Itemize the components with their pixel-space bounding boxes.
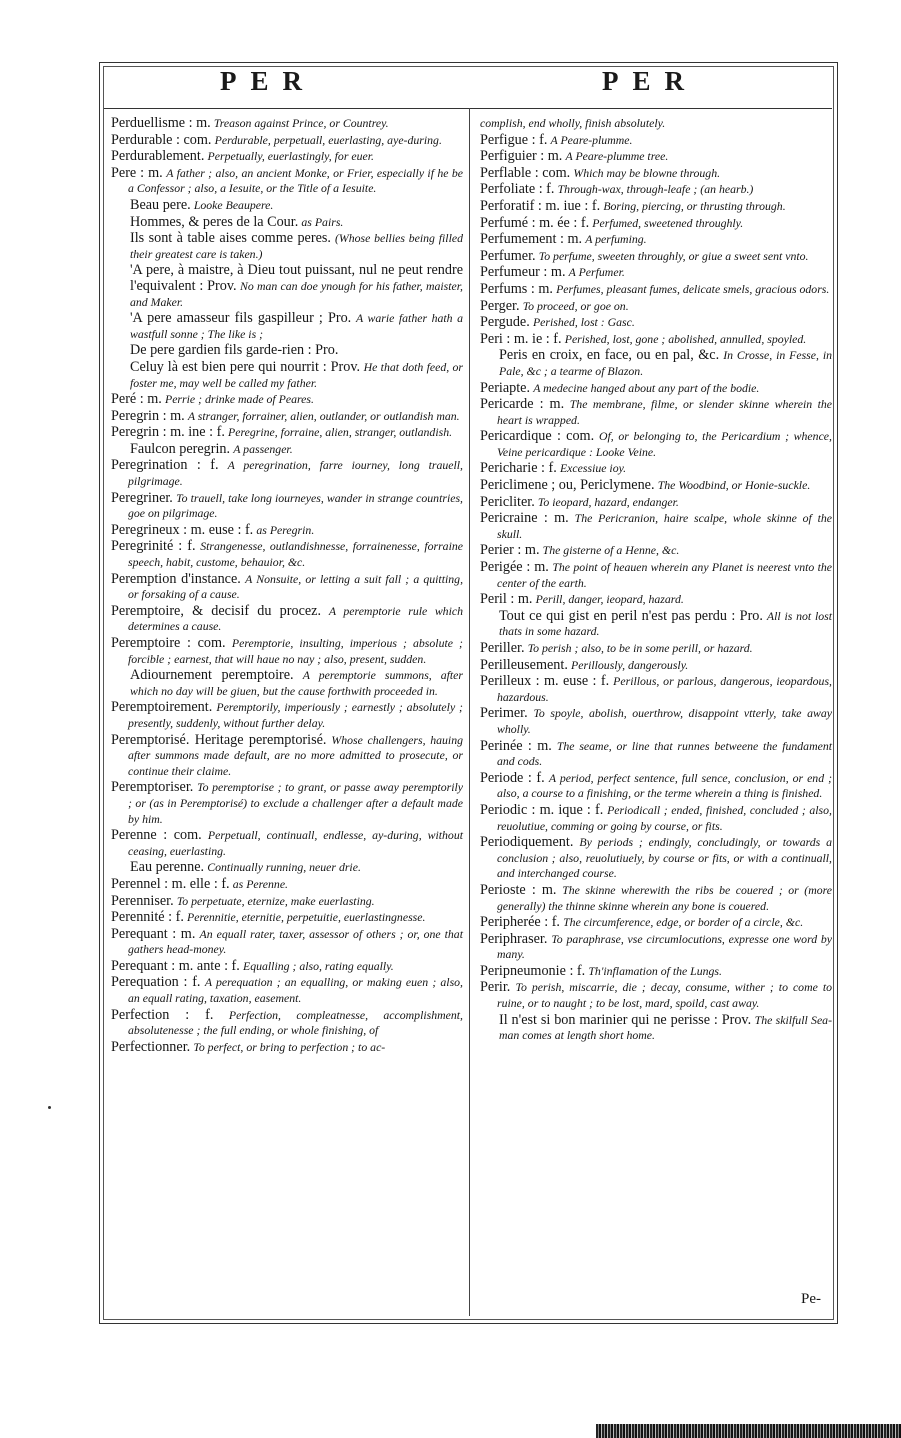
entry-headword: Peripneumonie : f. (480, 962, 586, 979)
entry-headword: Peremption d'instance. (111, 570, 241, 587)
dictionary-entry (480, 980, 832, 1011)
dictionary-entry (111, 116, 463, 132)
entry-definition: The point of heauen wherein any Planet is neerest vnto the center of the earth. (497, 560, 833, 590)
entry-headword: Peregrin : m. ine : f. (111, 424, 225, 441)
dictionary-entry (480, 332, 832, 348)
entry-definition: The skinne wherewith the ribs be couered ; or (more generally) the thinne skinne wherein any bone is couered. (497, 882, 832, 913)
dictionary-entry (480, 543, 832, 559)
dictionary-entry (111, 425, 463, 441)
entry-headword: Peril : m. (480, 591, 533, 608)
dictionary-entry (111, 133, 463, 149)
entry-definition: Equalling ; also, rating equally. (243, 958, 394, 973)
entry-definition: A stranger, forrainer, alien, outlander, or outlandish man. (187, 408, 460, 423)
entry-definition: Perished, lost, gone ; abolished, annulled, spoyled. (564, 331, 807, 346)
dictionary-entry (480, 249, 832, 265)
dictionary-entry (111, 959, 463, 975)
entry-headword: Perforatif : m. iue : f. (480, 197, 601, 214)
entry-headword: Peregriner. (111, 489, 173, 506)
entry-definition: To proceed, or goe on. (522, 298, 629, 313)
entry-definition: An equall rater, taxer, assessor of others ; or, one that gathers head-money. (128, 926, 463, 957)
entry-headword: Hommes, & peres de la Cour. (130, 213, 299, 230)
entry-headword: Adiournement peremptoire. (130, 667, 294, 684)
dictionary-entry (480, 166, 832, 182)
entry-definition: A Perfumer. (568, 265, 625, 280)
entry-headword: Perilleusement. (480, 656, 568, 673)
entry-definition: To spoyle, abolish, ouerthrow, disappoint vtterly, take away wholly. (497, 706, 832, 736)
entry-headword: Peremptoirement. (111, 699, 213, 716)
entry-definition: A Nonsuite, or letting a suit fall ; a quitting, or forsaking of a cause. (128, 571, 464, 602)
entry-headword: Pericharie : f. (480, 460, 557, 477)
entry-definition: Continually running, neuer drie. (207, 860, 361, 875)
entry-headword: Peremptorisé. Heritage peremptorisé. (111, 731, 327, 748)
dictionary-entry (130, 668, 463, 699)
entry-headword: Perequation : f. (111, 974, 201, 991)
dictionary-entry (480, 397, 832, 428)
entry-definition: Perillous, or parlous, dangerous, ieopardous, hazardous. (497, 674, 832, 704)
entry-headword: Beau pere. (130, 196, 191, 213)
entry-definition: To trauell, take long iourneyes, wander in strange countries, goe on pilgrimage. (128, 490, 463, 521)
entry-definition: A period, perfect sentence, full sence, conclusion, or end ; also, a course to a finishing, or the terme wherein a thing is finished. (497, 770, 832, 801)
dictionary-entry (130, 215, 463, 231)
dictionary-entry (480, 232, 832, 248)
entry-headword: Pericliter. (480, 493, 535, 510)
entry-headword: Peri : m. ie : f. (480, 330, 562, 347)
entry-headword: Perfumement : m. (480, 231, 583, 248)
entry-definition: All is not lost thats in some hazard. (499, 608, 832, 639)
entry-definition: Perished, lost : Gasc. (532, 315, 635, 330)
dictionary-entry (480, 511, 832, 542)
dictionary-entry (111, 539, 463, 570)
entry-headword: Pere : m. (111, 164, 163, 181)
entry-definition: Peremptorily, imperiously ; earnestly ; absolutely ; presently, suddenly, without further delay. (128, 700, 463, 730)
entry-headword: Perigée : m. (480, 559, 549, 576)
entry-definition: The seame, or line that runnes betweene the fundament and cods. (497, 738, 833, 769)
entry-headword: Peregrinité : f. (111, 538, 196, 555)
entry-headword: Perinée : m. (480, 737, 552, 754)
dictionary-entry (130, 263, 463, 310)
dictionary-entry (480, 216, 832, 232)
entry-definition: A perfuming. (585, 232, 647, 247)
entry-definition: A passenger. (233, 441, 293, 456)
entry-headword: Ils sont à table aises comme peres. (130, 230, 331, 247)
dictionary-entry (480, 771, 832, 802)
entry-definition: Perfumes, pleasant fumes, delicate smels, gracious odors. (556, 281, 830, 296)
entry-headword: Perfiguier : m. (480, 148, 563, 165)
dictionary-entry (499, 1013, 832, 1044)
entry-headword: Perduellisme : m. (111, 115, 211, 131)
entry-headword: Perfigue : f. (480, 131, 548, 148)
entry-definition: Perrie ; drinke made of Peares. (164, 392, 314, 407)
entry-definition: The membrane, filme, or slender skinne wherein the heart is wrapped. (497, 397, 832, 427)
entry-headword: Perflable : com. (480, 164, 571, 181)
entry-definition: No man can doe ynough for his father, maister, and Maker. (130, 278, 463, 309)
dictionary-entry (480, 915, 832, 931)
dictionary-entry (111, 1040, 463, 1056)
catchword: Pe- (801, 1291, 821, 1307)
dictionary-entry (111, 392, 463, 408)
entry-headword: Periapte. (480, 379, 531, 396)
entry-definition: Periodicall ; ended, finished, concluded ; also, reuolutiue, comming or going by course, or fits. (497, 802, 832, 833)
entry-definition: To peremptorise ; to grant, or passe away peremptorily ; or (as in Peremptorisé) to exclude a challenger after a default made by him. (128, 780, 463, 826)
dictionary-entry (111, 894, 463, 910)
entry-headword: 'A pere, à maistre, à Dieu tout puissant, nul ne peut rendre l'equivalent : Prov. (130, 262, 463, 294)
entry-headword: Peripherée : f. (480, 914, 560, 931)
entry-headword: Pericarde : m. (480, 396, 565, 413)
entry-headword: Perequant : m. (111, 925, 196, 942)
dictionary-entry (111, 491, 463, 522)
dictionary-entry (130, 343, 463, 359)
dictionary-entry (111, 149, 463, 165)
entry-headword: Peris en croix, en face, ou en pal, &c. (499, 347, 720, 364)
entry-definition: Through-wax, through-leafe ; (an hearb.) (557, 182, 754, 197)
entry-definition: The skilfull Sea-man comes at length short home. (499, 1012, 833, 1043)
entry-headword: Periode : f. (480, 769, 545, 786)
entry-headword: Perilleux : m. euse : f. (480, 673, 610, 690)
entry-headword: Perfums : m. (480, 280, 553, 297)
entry-headword: Perfoliate : f. (480, 181, 555, 198)
entry-definition: as Perenne. (232, 876, 289, 891)
entry-headword: Faulcon peregrin. (130, 440, 231, 457)
entry-definition: To perish ; also, to be in some perill, or hazard. (527, 641, 753, 655)
entry-definition: Of, or belonging to, the Pericardium ; whence, Veine pericardique : Looke Veine. (497, 429, 832, 459)
entry-headword: Perimer. (480, 705, 528, 722)
dictionary-entry (480, 299, 832, 315)
entry-definition: A peremptorie summons, after which no day will be giuen, but the cause forthwith proceeded in. (130, 668, 463, 698)
dictionary-entry (130, 231, 463, 262)
entry-definition: By periods ; endingly, concludingly, or towards a conclusion ; also, reuolutiuely, by course or fits, or with a continuall, and interchanged course. (497, 835, 832, 881)
dictionary-entry (111, 572, 463, 603)
entry-definition: Excessiue ioy. (559, 461, 627, 476)
entry-headword: Perennel : m. elle : f. (111, 875, 230, 892)
entry-definition: A father ; also, an ancient Monke, or Frier, especially if he be a Confessor ; also, a Iesuite, or the Title of a Iesuite. (128, 165, 463, 196)
dictionary-entry (130, 860, 463, 876)
entry-definition: complish, end wholly, finish absolutely. (480, 116, 666, 130)
entry-headword: Perenne : com. (111, 827, 202, 844)
dictionary-entry (480, 116, 832, 132)
entry-definition: Perfumed, sweetened throughly. (592, 215, 744, 230)
entry-headword: Perdurable : com. (111, 131, 212, 148)
entry-headword: Il n'est si bon marinier qui ne perisse : Prov. (499, 1011, 752, 1028)
dictionary-entry (480, 182, 832, 198)
dictionary-entry (480, 641, 832, 657)
right-column (480, 116, 832, 1045)
entry-headword: Eau perenne. (130, 859, 205, 876)
entry-definition: Boring, piercing, or thrusting through. (603, 198, 786, 213)
entry-headword: Peremptoire : com. (111, 635, 226, 651)
dictionary-entry (480, 265, 832, 281)
entry-headword: Celuy là est bien pere qui nourrit : Prov. (130, 358, 361, 375)
running-head-right: PER (602, 66, 698, 96)
entry-headword: Perfection : f. (111, 1006, 214, 1023)
dictionary-entry (111, 166, 463, 197)
dictionary-entry (480, 495, 832, 511)
entry-definition: The circumference, edge, or border of a circle, &c. (563, 915, 804, 930)
entry-headword: Tout ce qui gist en peril n'est pas perdu : Pro. (499, 607, 763, 624)
entry-headword: Periodiquement. (480, 834, 574, 851)
dictionary-entry (480, 658, 832, 674)
entry-definition: Looke Beaupere. (193, 197, 274, 212)
dictionary-entry (480, 739, 832, 770)
entry-definition: A peregrination, farre iourney, long trauell, pilgrimage. (128, 458, 463, 489)
entry-headword: Peregrination : f. (111, 457, 219, 474)
entry-headword: Perier : m. (480, 542, 540, 559)
entry-definition: Peremptorie, insulting, imperious ; absolute ; forcible ; earnest, that will haue no nay ; also, present, sudden. (128, 636, 463, 666)
entry-headword: Peremptoire, & decisif du procez. (111, 602, 322, 619)
entry-definition: To perfect, or bring to perfection ; to ac- (193, 1039, 386, 1054)
entry-headword: Perfectionner. (111, 1038, 191, 1055)
dictionary-entry (480, 282, 832, 298)
entry-headword: Perfumé : m. ée : f. (480, 214, 590, 231)
entry-definition: To perpetuate, eternize, make euerlasting. (176, 893, 375, 908)
entry-headword: Perfumer. (480, 247, 536, 264)
dictionary-entry (111, 877, 463, 893)
entry-headword: Peregrin : m. (111, 407, 185, 424)
dictionary-entry (111, 780, 463, 827)
dictionary-entry (480, 674, 832, 705)
dictionary-entry (111, 409, 463, 425)
entry-definition: To paraphrase, vse circumlocutions, expresse one word by many. (497, 931, 832, 962)
dictionary-entry (111, 700, 463, 731)
entry-definition: To perish, miscarrie, die ; decay, consume, wither ; to come to ruine, or to naught ; to be lost, mard, spoild, cast away. (497, 980, 832, 1011)
entry-definition: Perpetuall, continuall, endlesse, ay-during, without ceasing, euerlasting. (128, 828, 463, 858)
entry-definition: as Pairs. (301, 214, 344, 229)
entry-definition: A Peare-plumme tree. (565, 149, 669, 164)
entry-headword: Perequant : m. ante : f. (111, 957, 240, 974)
dictionary-entry (130, 198, 463, 214)
dictionary-entry (130, 311, 463, 342)
entry-headword: Peré : m. (111, 391, 162, 408)
entry-definition: Whose challengers, hauing after summons made default, are no more admitted to prosecute, or continue their claime. (128, 732, 463, 778)
entry-definition: Perill, danger, ieopard, hazard. (535, 592, 684, 607)
dictionary-entry (111, 828, 463, 859)
dictionary-entry (480, 315, 832, 331)
dictionary-entry (480, 461, 832, 477)
entry-headword: Periller. (480, 640, 525, 656)
entry-definition: Th'inflamation of the Lungs. (588, 963, 722, 978)
entry-definition: In Crosse, in Fesse, in Pale, &c ; a tearme of Blazon. (499, 348, 832, 378)
dictionary-entry (111, 636, 463, 667)
entry-headword: De pere gardien fils garde-rien : Pro. (130, 342, 339, 359)
entry-headword: Periphraser. (480, 930, 548, 947)
column-divider (469, 108, 470, 1316)
dictionary-entry (480, 478, 832, 494)
ink-speck (48, 1106, 51, 1109)
entry-definition: Perillously, dangerously. (571, 657, 689, 672)
entry-definition: A Peare-plumme. (550, 132, 633, 147)
dictionary-entry (480, 835, 832, 882)
dictionary-entry (480, 429, 832, 460)
entry-headword: Perioste : m. (480, 881, 557, 898)
entry-definition: Perpetually, euerlastingly, for euer. (207, 149, 374, 164)
dictionary-entry (480, 803, 832, 834)
dictionary-entry (130, 360, 463, 391)
scan-edge-strip (596, 1424, 901, 1438)
entry-headword: Perdurablement. (111, 148, 205, 165)
dictionary-entry (111, 733, 463, 780)
dictionary-entry (111, 523, 463, 539)
entry-headword: Perenniser. (111, 892, 174, 909)
dictionary-entry (111, 458, 463, 489)
entry-definition: as Peregrin. (256, 522, 315, 537)
dictionary-entry (111, 1008, 463, 1039)
entry-headword: Peregrineux : m. euse : f. (111, 521, 254, 538)
entry-definition: Which may be blowne through. (573, 165, 721, 180)
entry-definition: He that doth feed, or foster me, may well be called my father. (130, 359, 464, 390)
dictionary-entry (130, 442, 463, 458)
dictionary-entry (480, 964, 832, 980)
dictionary-entry (111, 604, 463, 635)
entry-headword: Perennité : f. (111, 909, 184, 926)
entry-definition: Strangenesse, outlandishnesse, forrainenesse, forraine speech, habit, custome, behauior, &c. (128, 539, 463, 570)
dictionary-entry (480, 199, 832, 215)
entry-definition: Perdurable, perpetuall, euerlasting, aye-during. (214, 132, 442, 147)
dictionary-entry (480, 932, 832, 963)
dictionary-entry (111, 910, 463, 926)
entry-headword: Pericardique : com. (480, 428, 595, 445)
entry-headword: Perir. (480, 979, 511, 996)
running-head-left: PER (220, 66, 316, 96)
entry-definition: To perfume, sweeten throughly, or giue a sweet sent vnto. (538, 248, 809, 263)
entry-definition: The Pericranion, haire scalpe, whole skinne of the skull. (497, 511, 832, 541)
entry-definition: The gisterne of a Henne, &c. (542, 543, 680, 558)
entry-headword: Peremptoriser. (111, 779, 194, 796)
entry-headword: Perger. (480, 297, 520, 314)
dictionary-entry (480, 706, 832, 737)
dictionary-entry (480, 381, 832, 397)
header-rule (104, 108, 832, 109)
dictionary-entry (480, 133, 832, 149)
entry-definition: Treason against Prince, or Countrey. (213, 116, 389, 130)
entry-definition: A medecine hanged about any part of the bodie. (533, 380, 760, 395)
entry-headword: Perfumeur : m. (480, 264, 566, 281)
dictionary-entry (111, 927, 463, 958)
dictionary-entry (480, 592, 832, 608)
entry-definition: Perennitie, eternitie, perpetuitie, euerlastingnesse. (187, 910, 426, 925)
entry-definition: (Whose bellies being filled their greatest care is taken.) (130, 231, 463, 261)
entry-headword: Periclimene ; ou, Periclymene. (480, 477, 655, 494)
entry-definition: Peregrine, forraine, alien, stranger, outlandish. (228, 425, 453, 440)
dictionary-entry (480, 560, 832, 591)
entry-definition: A perequation ; an equalling, or making euen ; also, an equall rating, taxation, easement. (128, 975, 464, 1006)
dictionary-entry (480, 149, 832, 165)
entry-headword: Pericraine : m. (480, 510, 569, 527)
dictionary-entry (111, 975, 463, 1006)
dictionary-entry (499, 348, 832, 379)
dictionary-entry (499, 609, 832, 640)
entry-definition: Perfection, compleatnesse, accomplishment, absolutenesse ; the full ending, or whole finishing, of (128, 1007, 463, 1038)
entry-headword: Pergude. (480, 314, 530, 331)
left-column (111, 116, 463, 1056)
entry-definition: A warie father hath a wastfull sonne ; The like is ; (130, 311, 463, 341)
entry-headword: Periodic : m. ique : f. (480, 801, 604, 818)
dictionary-entry (480, 883, 832, 914)
entry-definition: The Woodbind, or Honie-suckle. (657, 478, 811, 493)
entry-definition: To ieopard, hazard, endanger. (537, 494, 679, 509)
entry-headword: 'A pere amasseur fils gaspilleur ; Pro. (130, 310, 352, 327)
entry-definition: A peremptorie rule which determines a cause. (128, 603, 463, 634)
